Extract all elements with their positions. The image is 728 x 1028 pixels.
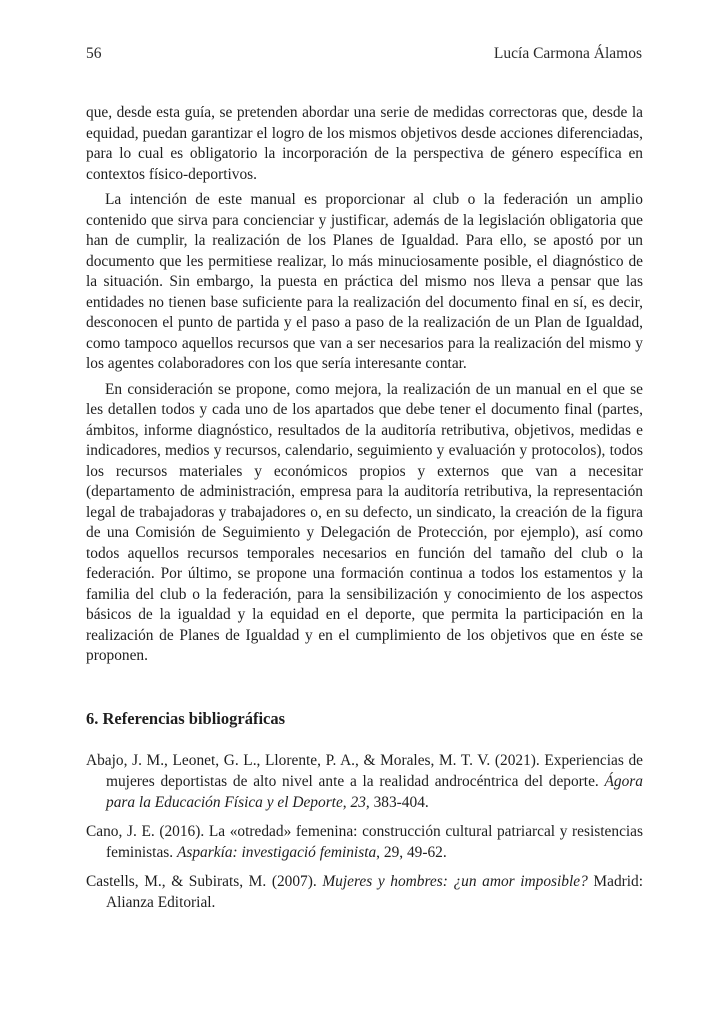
section-heading: 6. Referencias bibliográficas: [86, 709, 286, 728]
paragraph: La intención de este manual es proporcionar al club o la federación un amplio contenido que sirva para concienciar y justificar, además de la legislación obligatoria que han de cumplir, la realización de los Planes de Igualdad. Para ello, se apostó por un documento que les permitiese realizar, lo más minuciosamente posible, el diagnóstico de la situación. Sin embargo, la puesta en práctica del mismo nos lleva a pensar que las entidades no tienen base suficiente para la realización del documento final en sí, es decir, desconocen el punto de partida y el paso a paso de la realización de un Plan de Igualdad, como tampoco aquellos recursos que van a ser necesarios para la realización del mismo y los agentes colaboradores con los que sería interesante contar.: [86, 191, 643, 372]
running-author: Lucía Carmona Álamos: [493, 45, 642, 62]
body-text: [86, 103, 643, 672]
reference-item: Cano, J. E. (2016). La «otredad» femenina: construcción cultural patriarcal y resistencias feministas. Asparkía: investigació feminista, 29, 49-62.: [86, 823, 643, 861]
page-number: 56: [86, 45, 102, 62]
reference-item: Abajo, J. M., Leonet, G. L., Llorente, P. A., & Morales, M. T. V. (2021). Experiencias de mujeres deportistas de alto nivel ante a la realidad androcéntrica del deporte. Ágora para la Educación Física y el Deporte, 23, 383-404.: [86, 752, 643, 811]
running-header: [86, 44, 642, 64]
paragraph: que, desde esta guía, se pretenden abordar una serie de medidas correctoras que, desde la equidad, puedan garantizar el logro de los mismos objetivos desde acciones diferenciadas, para lo cual es obligatorio la incorporación de la perspectiva de género específica en contextos físico-deportivos.: [86, 104, 643, 183]
paragraph: En consideración se propone, como mejora, la realización de un manual en el que se les detallen todos y cada uno de los apartados que debe tener el documento final (partes, ámbitos, informe diagnóstico, resultados de la auditoría retributiva, objetivos, medidas e indicadores, medios y recursos, calendario, seguimiento y evaluación y protocolos), todos los recursos materiales y económicos propios y externos que van a necesitar (departamento de administración, empresa para la auditoría retributiva, la representación legal de trabajadoras y trabajadores o, en su defecto, un sindicato, la creación de la figura de una Comisión de Seguimiento y Delegación de Protección, por ejemplo), así como todos aquellos recursos temporales necesarios en función del tamaño del club o la federación. Por último, se propone una formación continua a todos los estamentos y la familia del club o la federación, para la sensibilización y conocimiento de los aspectos básicos de la igualdad y la equidad en el deporte, que permita la participación en la realización de Planes de Igualdad y en el cumplimiento de los objetivos que en éste se proponen.: [86, 380, 643, 664]
reference-item: Castells, M., & Subirats, M. (2007). Mujeres y hombres: ¿un amor imposible? Madrid: Alianza Editorial.: [86, 873, 644, 911]
reference-list: [86, 750, 643, 921]
